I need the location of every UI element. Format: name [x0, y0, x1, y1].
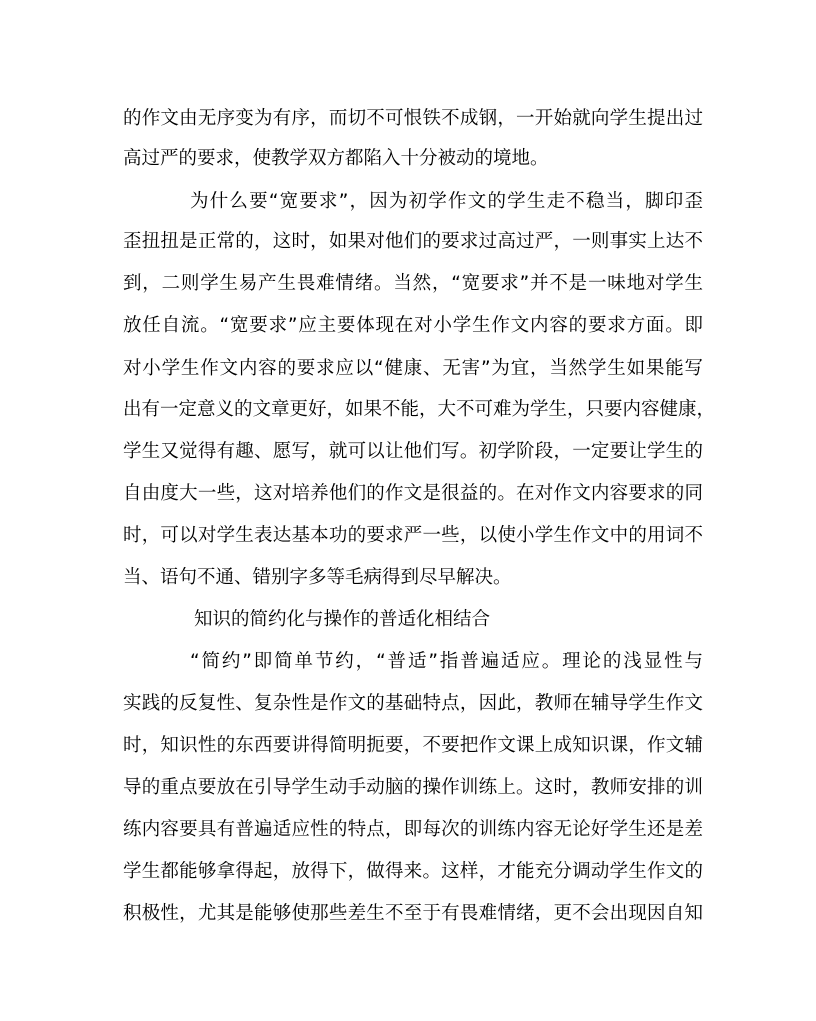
- body-line: 时，知识性的东西要讲得简明扼要，不要把作文课上成知识课，作文辅: [123, 735, 703, 756]
- body-line: 导的重点要放在引导学生动手动脑的操作训练上。这时，教师安排的训: [123, 777, 703, 798]
- body-line: 高过严的要求，使教学双方都陷入十分被动的境地。: [123, 148, 549, 169]
- body-line: 练内容要具有普遍适应性的特点，即每次的训练内容无论好学生还是差: [123, 819, 703, 840]
- body-line: 放任自流。“宽要求”应主要体现在对小学生作文内容的要求方面。即: [123, 315, 703, 336]
- body-line: 对小学生作文内容的要求应以“健康、无害”为宜，当然学生如果能写: [123, 358, 703, 379]
- body-line: 学生都能够拿得起，放得下，做得来。这样，才能充分调动学生作文的: [123, 861, 703, 882]
- body-line: 学生又觉得有趣、愿写，就可以让他们写。初学阶段，一定要让学生的: [123, 441, 703, 462]
- paragraph-first-line: 为什么要“宽要求”，因为初学作文的学生走不稳当，脚印歪: [190, 191, 703, 212]
- body-line: 的作文由无序变为有序，而切不可恨铁不成钢，一开始就向学生提出过: [123, 108, 703, 129]
- paragraph-first-line: “简约”即简单节约，“普适”指普遍适应。理论的浅显性与: [190, 651, 703, 672]
- body-line: 到，二则学生易产生畏难情绪。当然，“宽要求”并不是一味地对学生: [123, 273, 703, 294]
- body-line: 歪扭扭是正常的，这时，如果对他们的要求过高过严，一则事实上达不: [123, 231, 703, 252]
- body-line: 时，可以对学生表达基本功的要求严一些，以使小学生作文中的用词不: [123, 525, 703, 546]
- body-line: 实践的反复性、复杂性是作文的基础特点，因此，教师在辅导学生作文: [123, 693, 703, 714]
- body-line: 自由度大一些，这对培养他们的作文是很益的。在对作文内容要求的同: [123, 483, 703, 504]
- body-line: 积极性，尤其是能够使那些差生不至于有畏难情绪，更不会出现因自知: [123, 903, 703, 924]
- section-heading: 知识的简约化与操作的普适化相结合: [194, 609, 491, 630]
- body-line: 出有一定意义的文章更好，如果不能，大不可难为学生，只要内容健康，: [123, 399, 716, 420]
- body-line: 当、语句不通、错别字多等毛病得到尽早解决。: [123, 567, 512, 588]
